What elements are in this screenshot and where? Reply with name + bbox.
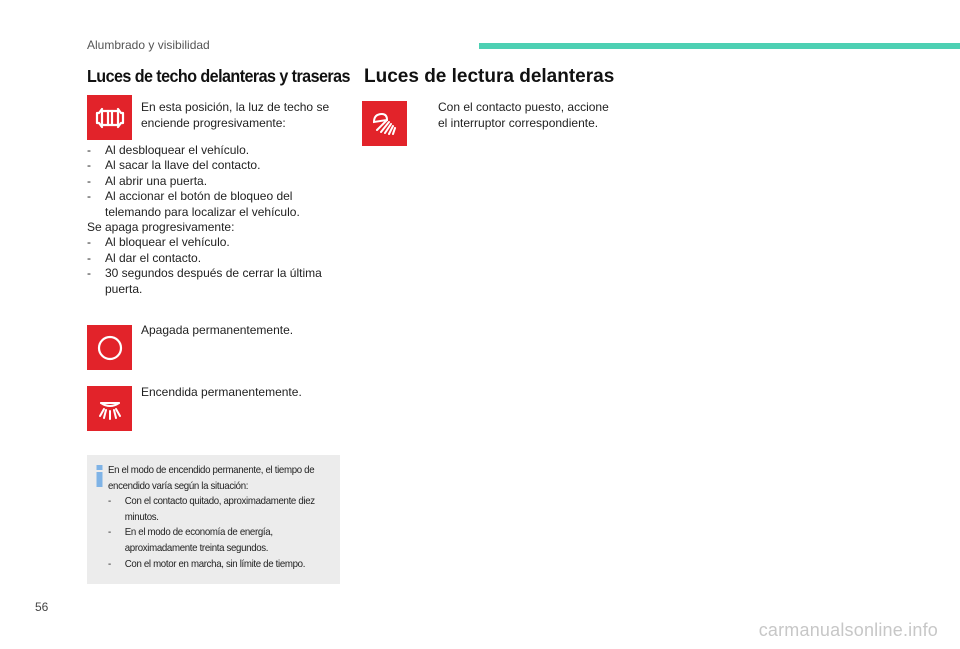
info-intro: En el modo de encendido permanente, el tiempo de encendido varía según la situación: — [108, 465, 315, 492]
light-on-icon — [87, 386, 132, 431]
list-item-text: Al dar el contacto. — [105, 250, 202, 265]
header-accent-bar — [479, 43, 960, 49]
list-item: - En el modo de economía de energía, aproximadamente treinta segundos. — [108, 527, 273, 554]
reading-light-icon — [362, 101, 407, 146]
auto-light-list — [87, 143, 347, 297]
list-item-text: Con el contacto quitado, aproximadamente diez minutos. — [124, 496, 315, 523]
page-number: 56 — [35, 600, 49, 614]
page-title-left: Luces de techo delanteras y traseras — [87, 66, 350, 86]
off-label: Apagada permanentemente. — [141, 323, 294, 337]
dome-light-door-icon — [87, 95, 132, 140]
watermark: carmanualsonline.info — [758, 620, 938, 640]
list-item-text: Con el motor en marcha, sin límite de tiempo. — [124, 558, 306, 570]
list-item: - 30 segundos después de cerrar la última puerta. — [87, 266, 322, 296]
off-heading: Se apaga progresivamente: — [87, 220, 235, 235]
list-item-text: Al accionar el botón de bloqueo del telemando para localizar el vehículo. — [105, 189, 300, 219]
list-item-text: Al desbloquear el vehículo. — [105, 143, 250, 157]
list-item: - Con el motor en marcha, sin límite de tiempo. — [108, 558, 306, 570]
section-header: Alumbrado y visibilidad — [87, 38, 210, 52]
list-item: - Al abrir una puerta. — [87, 173, 208, 188]
list-item: - Al bloquear el vehículo. — [87, 235, 230, 250]
list-item: - Al dar el contacto. — [87, 250, 202, 265]
list-item: - Con el contacto quitado, aproximadamente diez minutos. — [108, 496, 315, 523]
list-item: - Al sacar la llave del contacto. — [87, 158, 261, 173]
list-item-text: Al abrir una puerta. — [105, 173, 208, 188]
list-item-text: Al sacar la llave del contacto. — [105, 158, 261, 173]
light-off-icon — [87, 325, 132, 370]
list-item: - Al accionar el botón de bloqueo del telemando para localizar el vehículo. — [87, 189, 300, 219]
list-item-text: En el modo de economía de energía, aproximadamente treinta segundos. — [124, 527, 273, 554]
list-item: - Al desbloquear el vehículo. — [87, 143, 250, 157]
right-text: Con el contacto puesto, accione el interruptor correspondiente. — [438, 100, 609, 130]
info-icon — [95, 465, 104, 487]
page-title-right: Luces de lectura delanteras — [364, 66, 615, 87]
info-box — [87, 455, 340, 584]
list-item-text: Al bloquear el vehículo. — [105, 235, 230, 250]
list-item-text: 30 segundos después de cerrar la última puerta. — [105, 266, 322, 296]
on-label: Encendida permanentemente. — [141, 385, 302, 399]
intro-text: En esta posición, la luz de techo se enciende progresivamente: — [141, 100, 330, 130]
